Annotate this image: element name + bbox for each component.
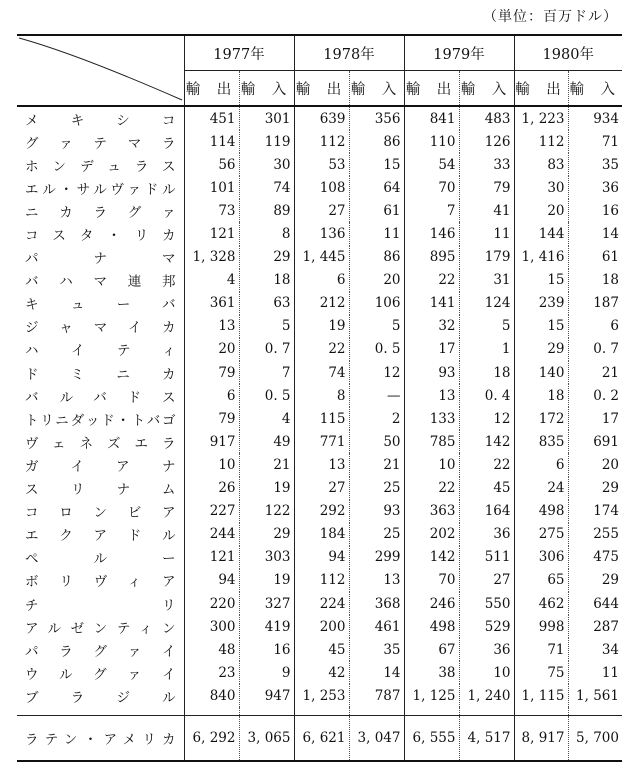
export-value: 114 xyxy=(184,130,239,153)
table-row xyxy=(17,153,622,176)
import-value: — xyxy=(349,384,404,407)
export-value: 15 xyxy=(514,315,568,338)
export-value: 8 xyxy=(294,384,349,407)
import-value: 5, 700 xyxy=(568,716,622,762)
table-row xyxy=(17,500,622,523)
export-value: 13 xyxy=(404,384,459,407)
import-value: 19 xyxy=(239,569,294,592)
import-value: 29 xyxy=(568,569,622,592)
import-value: 41 xyxy=(459,199,514,222)
country-name: エクアドル xyxy=(25,528,176,545)
import-value: 21 xyxy=(239,453,294,476)
table-row xyxy=(17,638,622,661)
import-value: 179 xyxy=(459,246,514,269)
export-value: 22 xyxy=(404,477,459,500)
export-value: 220 xyxy=(184,592,239,615)
export-value: 1, 125 xyxy=(404,684,459,707)
import-value: 12 xyxy=(459,407,514,430)
export-value: 244 xyxy=(184,523,239,546)
export-value: 30 xyxy=(514,176,568,199)
import-value: 33 xyxy=(459,153,514,176)
import-value: 20 xyxy=(349,269,404,292)
export-value: 292 xyxy=(294,500,349,523)
import-value: 11 xyxy=(568,661,622,684)
import-value: 1 xyxy=(459,338,514,361)
export-header: 輸 出 xyxy=(184,71,239,107)
import-value: 89 xyxy=(239,199,294,222)
import-value: 17 xyxy=(568,407,622,430)
import-header: 輸 入 xyxy=(239,71,294,107)
export-value: 462 xyxy=(514,592,568,615)
export-value: 841 xyxy=(404,106,459,130)
import-value: 35 xyxy=(568,153,622,176)
import-value: 483 xyxy=(459,106,514,130)
export-header: 輸 出 xyxy=(294,71,349,107)
export-value: 56 xyxy=(184,153,239,176)
export-value: 4 xyxy=(184,269,239,292)
import-value: 35 xyxy=(349,638,404,661)
import-value: 71 xyxy=(568,130,622,153)
country-name: パラグァイ xyxy=(25,643,176,660)
import-value: 303 xyxy=(239,546,294,569)
export-value: 133 xyxy=(404,407,459,430)
trade-table xyxy=(17,34,622,762)
import-value: 93 xyxy=(349,500,404,523)
export-value: 73 xyxy=(184,199,239,222)
export-value: 38 xyxy=(404,661,459,684)
import-value: 644 xyxy=(568,592,622,615)
import-value: 18 xyxy=(239,269,294,292)
import-value: 5 xyxy=(349,315,404,338)
export-value: 1, 223 xyxy=(514,106,568,130)
import-value: 14 xyxy=(349,661,404,684)
export-value: 184 xyxy=(294,523,349,546)
country-name: ホンデュラス xyxy=(25,158,176,175)
export-value: 361 xyxy=(184,292,239,315)
import-value: 419 xyxy=(239,615,294,638)
import-value: 4 xyxy=(239,407,294,430)
import-value: 4, 517 xyxy=(459,716,514,762)
import-value: 327 xyxy=(239,592,294,615)
export-value: 146 xyxy=(404,222,459,245)
table-row xyxy=(17,384,622,407)
country-name: ボリヴィア xyxy=(25,574,176,591)
import-value: 550 xyxy=(459,592,514,615)
import-value: 174 xyxy=(568,500,622,523)
country-name: ヴェネズエラ xyxy=(25,435,176,452)
import-value: 13 xyxy=(349,569,404,592)
export-value: 94 xyxy=(294,546,349,569)
import-value: 126 xyxy=(459,130,514,153)
import-value: 18 xyxy=(459,361,514,384)
import-value: 187 xyxy=(568,292,622,315)
export-value: 67 xyxy=(404,638,459,661)
country-name: ガイアナ xyxy=(25,458,176,475)
unit-label: （単位：百万ドル） xyxy=(483,9,618,25)
import-value: 64 xyxy=(349,176,404,199)
export-value: 10 xyxy=(404,453,459,476)
import-value: 934 xyxy=(568,106,622,130)
import-value: 63 xyxy=(239,292,294,315)
export-value: 451 xyxy=(184,106,239,130)
table-row xyxy=(17,407,622,430)
export-value: 306 xyxy=(514,546,568,569)
import-value: 787 xyxy=(349,684,404,707)
export-value: 771 xyxy=(294,430,349,453)
import-value: 36 xyxy=(568,176,622,199)
export-value: 172 xyxy=(514,407,568,430)
import-value: 164 xyxy=(459,500,514,523)
export-value: 13 xyxy=(294,453,349,476)
export-header: 輸 出 xyxy=(514,71,568,107)
export-value: 83 xyxy=(514,153,568,176)
export-value: 835 xyxy=(514,430,568,453)
export-value: 79 xyxy=(184,407,239,430)
table-row xyxy=(17,430,622,453)
export-value: 65 xyxy=(514,569,568,592)
import-header: 輸 入 xyxy=(459,71,514,107)
export-value: 108 xyxy=(294,176,349,199)
import-value: 3, 065 xyxy=(239,716,294,762)
export-value: 10 xyxy=(184,453,239,476)
country-name: キューバ xyxy=(25,297,176,314)
export-value: 121 xyxy=(184,546,239,569)
import-value: 25 xyxy=(349,477,404,500)
export-value: 200 xyxy=(294,615,349,638)
export-value: 140 xyxy=(514,361,568,384)
import-value: 475 xyxy=(568,546,622,569)
export-value: 110 xyxy=(404,130,459,153)
table-row xyxy=(17,716,622,762)
import-value: 27 xyxy=(459,569,514,592)
country-name: グァテマラ xyxy=(25,135,176,152)
export-value: 75 xyxy=(514,661,568,684)
export-value: 8, 917 xyxy=(514,716,568,762)
import-value: 36 xyxy=(459,638,514,661)
import-value: 0. 7 xyxy=(239,338,294,361)
export-value: 6, 555 xyxy=(404,716,459,762)
export-value: 227 xyxy=(184,500,239,523)
table-row xyxy=(17,338,622,361)
export-value: 112 xyxy=(294,569,349,592)
table-row xyxy=(17,361,622,384)
export-value: 6, 292 xyxy=(184,716,239,762)
import-value: 5 xyxy=(239,315,294,338)
import-value: 31 xyxy=(459,269,514,292)
import-value: 255 xyxy=(568,523,622,546)
import-value: 947 xyxy=(239,684,294,707)
import-value: 61 xyxy=(568,246,622,269)
export-value: 142 xyxy=(404,546,459,569)
country-name: コロンビア xyxy=(25,505,176,522)
import-value: 691 xyxy=(568,430,622,453)
table-row xyxy=(17,477,622,500)
export-value: 212 xyxy=(294,292,349,315)
import-value: 15 xyxy=(349,153,404,176)
import-value: 0. 2 xyxy=(568,384,622,407)
table-row xyxy=(17,569,622,592)
export-value: 1, 416 xyxy=(514,246,568,269)
import-value: 11 xyxy=(349,222,404,245)
import-value: 19 xyxy=(239,477,294,500)
export-value: 998 xyxy=(514,615,568,638)
export-value: 1, 115 xyxy=(514,684,568,707)
export-value: 53 xyxy=(294,153,349,176)
export-value: 48 xyxy=(184,638,239,661)
import-value: 1, 240 xyxy=(459,684,514,707)
year-header: 1978年 xyxy=(294,35,404,71)
import-value: 9 xyxy=(239,661,294,684)
export-value: 70 xyxy=(404,176,459,199)
export-value: 45 xyxy=(294,638,349,661)
import-value: 49 xyxy=(239,430,294,453)
country-name: ブラジル xyxy=(25,689,176,706)
export-value: 1, 445 xyxy=(294,246,349,269)
table-row xyxy=(17,453,622,476)
export-value: 74 xyxy=(294,361,349,384)
import-value: 29 xyxy=(239,246,294,269)
export-value: 239 xyxy=(514,292,568,315)
year-header: 1980年 xyxy=(514,35,622,71)
table-row xyxy=(17,222,622,245)
import-value: 61 xyxy=(349,199,404,222)
table-row xyxy=(17,592,622,615)
table-row xyxy=(17,176,622,199)
export-value: 23 xyxy=(184,661,239,684)
country-name: エル・サルヴァドル xyxy=(25,181,176,198)
import-value: 25 xyxy=(349,523,404,546)
export-value: 300 xyxy=(184,615,239,638)
import-value: 7 xyxy=(239,361,294,384)
export-value: 224 xyxy=(294,592,349,615)
country-name: ペルー xyxy=(25,551,176,568)
export-value: 54 xyxy=(404,153,459,176)
export-value: 115 xyxy=(294,407,349,430)
import-value: 20 xyxy=(568,453,622,476)
import-value: 86 xyxy=(349,246,404,269)
export-value: 93 xyxy=(404,361,459,384)
import-value: 142 xyxy=(459,430,514,453)
export-value: 17 xyxy=(404,338,459,361)
import-header: 輸 入 xyxy=(568,71,622,107)
export-value: 246 xyxy=(404,592,459,615)
import-value: 16 xyxy=(239,638,294,661)
export-value: 112 xyxy=(514,130,568,153)
export-value: 29 xyxy=(514,338,568,361)
import-value: 3, 047 xyxy=(349,716,404,762)
import-value: 10 xyxy=(459,661,514,684)
import-header: 輸 入 xyxy=(349,71,404,107)
export-value: 20 xyxy=(514,199,568,222)
country-name: ニカラグァ xyxy=(25,204,176,221)
import-value: 2 xyxy=(349,407,404,430)
import-value: 34 xyxy=(568,638,622,661)
import-value: 21 xyxy=(349,453,404,476)
import-value: 106 xyxy=(349,292,404,315)
country-name: バルバドス xyxy=(25,389,176,406)
table-row xyxy=(17,199,622,222)
table-row xyxy=(17,661,622,684)
import-value: 5 xyxy=(459,315,514,338)
country-name: ウルグァイ xyxy=(25,666,176,683)
export-value: 498 xyxy=(514,500,568,523)
export-value: 136 xyxy=(294,222,349,245)
export-value: 141 xyxy=(404,292,459,315)
table-row xyxy=(17,246,622,269)
import-value: 74 xyxy=(239,176,294,199)
export-value: 144 xyxy=(514,222,568,245)
country-name: ドミニカ xyxy=(25,366,176,383)
import-value: 356 xyxy=(349,106,404,130)
export-value: 27 xyxy=(294,199,349,222)
import-value: 511 xyxy=(459,546,514,569)
import-value: 86 xyxy=(349,130,404,153)
import-value: 22 xyxy=(459,453,514,476)
export-value: 101 xyxy=(184,176,239,199)
table-row xyxy=(17,315,622,338)
table-row xyxy=(17,615,622,638)
export-value: 70 xyxy=(404,569,459,592)
header-diagonal-line xyxy=(17,34,184,102)
export-value: 275 xyxy=(514,523,568,546)
country-name: メキシコ xyxy=(25,112,176,129)
export-value: 498 xyxy=(404,615,459,638)
export-value: 6, 621 xyxy=(294,716,349,762)
import-value: 21 xyxy=(568,361,622,384)
table-row xyxy=(17,130,622,153)
export-value: 1, 328 xyxy=(184,246,239,269)
export-value: 6 xyxy=(184,384,239,407)
import-value: 301 xyxy=(239,106,294,130)
year-header: 1979年 xyxy=(404,35,514,71)
export-value: 785 xyxy=(404,430,459,453)
import-value: 529 xyxy=(459,615,514,638)
table-row xyxy=(17,546,622,569)
export-value: 639 xyxy=(294,106,349,130)
export-value: 24 xyxy=(514,477,568,500)
import-value: 11 xyxy=(459,222,514,245)
country-name: トリニダッド・トバゴ xyxy=(25,412,176,429)
country-name: ジャマイカ xyxy=(25,320,176,337)
export-value: 71 xyxy=(514,638,568,661)
export-value: 19 xyxy=(294,315,349,338)
export-value: 840 xyxy=(184,684,239,707)
export-value: 6 xyxy=(294,269,349,292)
country-name: ラテン・アメリカ xyxy=(17,716,184,762)
import-value: 122 xyxy=(239,500,294,523)
import-value: 6 xyxy=(568,315,622,338)
country-name: パナマ xyxy=(25,251,176,268)
import-value: 50 xyxy=(349,430,404,453)
import-value: 0. 4 xyxy=(459,384,514,407)
export-value: 6 xyxy=(514,453,568,476)
import-value: 0. 5 xyxy=(239,384,294,407)
import-value: 124 xyxy=(459,292,514,315)
import-value: 79 xyxy=(459,176,514,199)
import-value: 0. 5 xyxy=(349,338,404,361)
country-name: スリナム xyxy=(25,482,176,499)
export-value: 363 xyxy=(404,500,459,523)
import-value: 119 xyxy=(239,130,294,153)
country-name: コスタ・リカ xyxy=(25,228,176,245)
export-value: 7 xyxy=(404,199,459,222)
export-value: 22 xyxy=(294,338,349,361)
table-row xyxy=(17,292,622,315)
import-value: 29 xyxy=(239,523,294,546)
table-row xyxy=(17,523,622,546)
export-value: 42 xyxy=(294,661,349,684)
import-value: 12 xyxy=(349,361,404,384)
export-value: 79 xyxy=(184,361,239,384)
country-name: ハイティ xyxy=(25,343,176,360)
import-value: 36 xyxy=(459,523,514,546)
export-value: 94 xyxy=(184,569,239,592)
export-value: 121 xyxy=(184,222,239,245)
export-value: 18 xyxy=(514,384,568,407)
import-value: 30 xyxy=(239,153,294,176)
country-name: アルゼンティン xyxy=(25,620,176,637)
import-value: 45 xyxy=(459,477,514,500)
import-value: 16 xyxy=(568,199,622,222)
import-value: 14 xyxy=(568,222,622,245)
export-value: 27 xyxy=(294,477,349,500)
country-name: チリ xyxy=(25,597,176,614)
export-value: 202 xyxy=(404,523,459,546)
export-value: 26 xyxy=(184,477,239,500)
import-value: 8 xyxy=(239,222,294,245)
export-value: 15 xyxy=(514,269,568,292)
table-row xyxy=(17,106,622,130)
export-value: 917 xyxy=(184,430,239,453)
export-value: 1, 253 xyxy=(294,684,349,707)
export-value: 895 xyxy=(404,246,459,269)
export-value: 112 xyxy=(294,130,349,153)
export-value: 13 xyxy=(184,315,239,338)
import-value: 0. 7 xyxy=(568,338,622,361)
export-value: 20 xyxy=(184,338,239,361)
import-value: 1, 561 xyxy=(568,684,622,707)
import-value: 287 xyxy=(568,615,622,638)
country-name: バハマ連邦 xyxy=(25,274,176,291)
import-value: 299 xyxy=(349,546,404,569)
export-value: 22 xyxy=(404,269,459,292)
import-value: 29 xyxy=(568,477,622,500)
import-value: 461 xyxy=(349,615,404,638)
table-row xyxy=(17,684,622,707)
export-header: 輸 出 xyxy=(404,71,459,107)
spacer-row xyxy=(17,707,622,716)
export-value: 32 xyxy=(404,315,459,338)
table-row xyxy=(17,269,622,292)
import-value: 368 xyxy=(349,592,404,615)
import-value: 18 xyxy=(568,269,622,292)
year-header: 1977年 xyxy=(184,35,294,71)
